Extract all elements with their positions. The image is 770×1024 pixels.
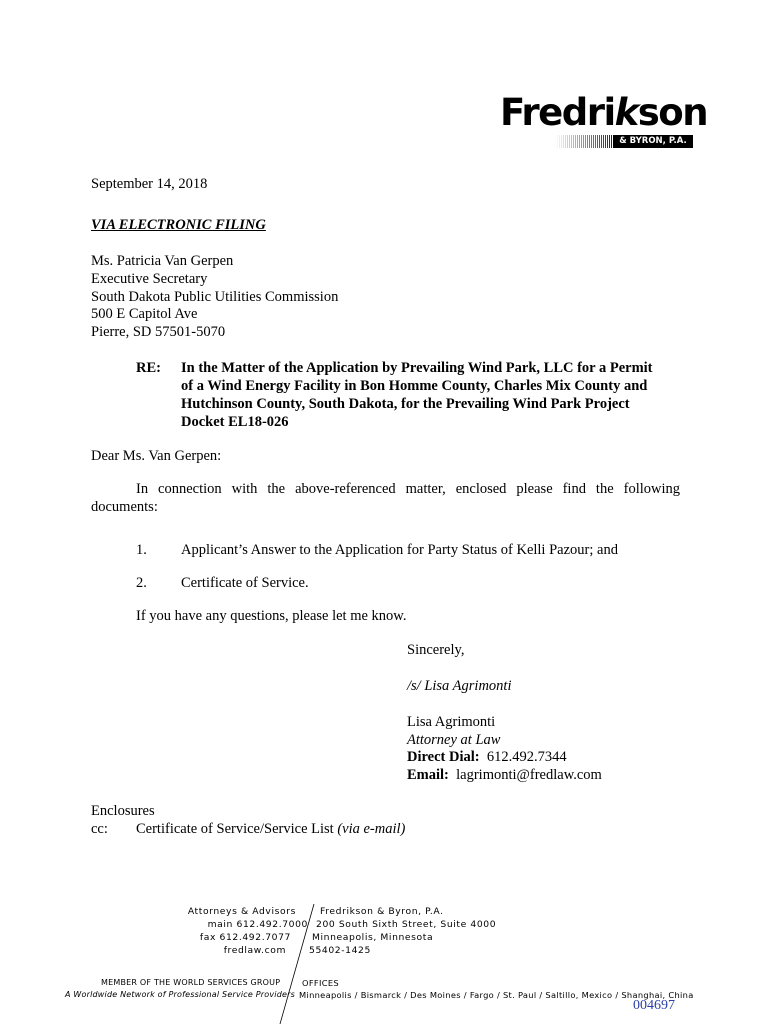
enclosures-label: Enclosures [91,803,155,819]
footer-network: A Worldwide Network of Professional Service Providers [65,990,295,999]
signer-name: Lisa Agrimonti [407,714,496,730]
list-item: Applicant’s Answer to the Application for Party Status of Kelli Pazour; and [181,542,618,558]
email-value: lagrimonti@fredlaw.com [456,767,602,783]
recipient-organization: South Dakota Public Utilities Commission [91,289,339,305]
footer-firm: Fredrikson & Byron, P.A. [320,906,444,917]
recipient-city: Pierre, SD 57501-5070 [91,324,226,340]
body-paragraph-line-1: In connection with the above-referenced matter, enclosed please find the following [136,481,680,497]
logo-text-1: Fredri [500,91,615,134]
footer-address-3: 55402-1425 [309,945,371,956]
direct-dial-value: 612.492.7344 [486,749,567,765]
footer-tagline: Attorneys & Advisors [187,906,296,917]
signer-title: Attorney at Law [407,732,501,748]
footer-website: fredlaw.com [223,945,286,956]
body-paragraph-line-2: documents: [91,499,158,515]
re-label: RE: [136,360,161,376]
re-line: Hutchinson County, South Dakota, for the Prevailing Wind Park Project [181,396,630,412]
list-item: Certificate of Service. [181,575,309,591]
closing-paragraph: If you have any questions, please let me know. [136,608,407,624]
footer-member: MEMBER OF THE WORLD SERVICES GROUP [101,978,281,987]
re-line: Docket EL18-026 [181,414,289,430]
recipient-street: 500 E Capitol Ave [91,306,198,322]
logo-text-3: son [637,91,708,134]
cc-label: cc: [91,821,108,837]
footer-address-1: 200 South Sixth Street, Suite 4000 [316,919,497,930]
recipient-name: Ms. Patricia Van Gerpen [91,253,234,269]
footer-address-2: Minneapolis, Minnesota [312,932,434,943]
cc-text: Certificate of Service/Service List [136,821,334,837]
signature: /s/ Lisa Agrimonti [407,678,512,694]
letter-date: September 14, 2018 [91,176,208,192]
recipient-title: Executive Secretary [91,271,208,287]
salutation: Dear Ms. Van Gerpen: [91,448,222,464]
closing: Sincerely, [407,642,465,658]
cc-method: (via e-mail) [337,821,406,837]
footer-offices-label: OFFICES [302,978,339,988]
re-line: of a Wind Energy Facility in Bon Homme County, Charles Mix County and [181,378,648,394]
list-number: 2. [136,575,147,591]
footer-offices-list: Minneapolis / Bismarck / Des Moines / Fargo / St. Paul / Saltillo, Mexico / Shanghai, China [299,990,694,1000]
footer-main-phone: main 612.492.7000 [207,919,308,930]
direct-dial-label: Direct Dial: [407,749,480,765]
re-line: In the Matter of the Application by Prevailing Wind Park, LLC for a Permit [181,360,653,376]
logo-text-2: k [614,91,638,134]
delivery-method: VIA ELECTRONIC FILING [91,217,266,233]
list-number: 1. [136,542,147,558]
email-label: Email: [407,767,449,783]
footer-fax: fax 612.492.7077 [199,932,291,943]
logo-tagline: & BYRON, P.A. [619,136,687,146]
page-number: 004697 [633,998,675,1013]
